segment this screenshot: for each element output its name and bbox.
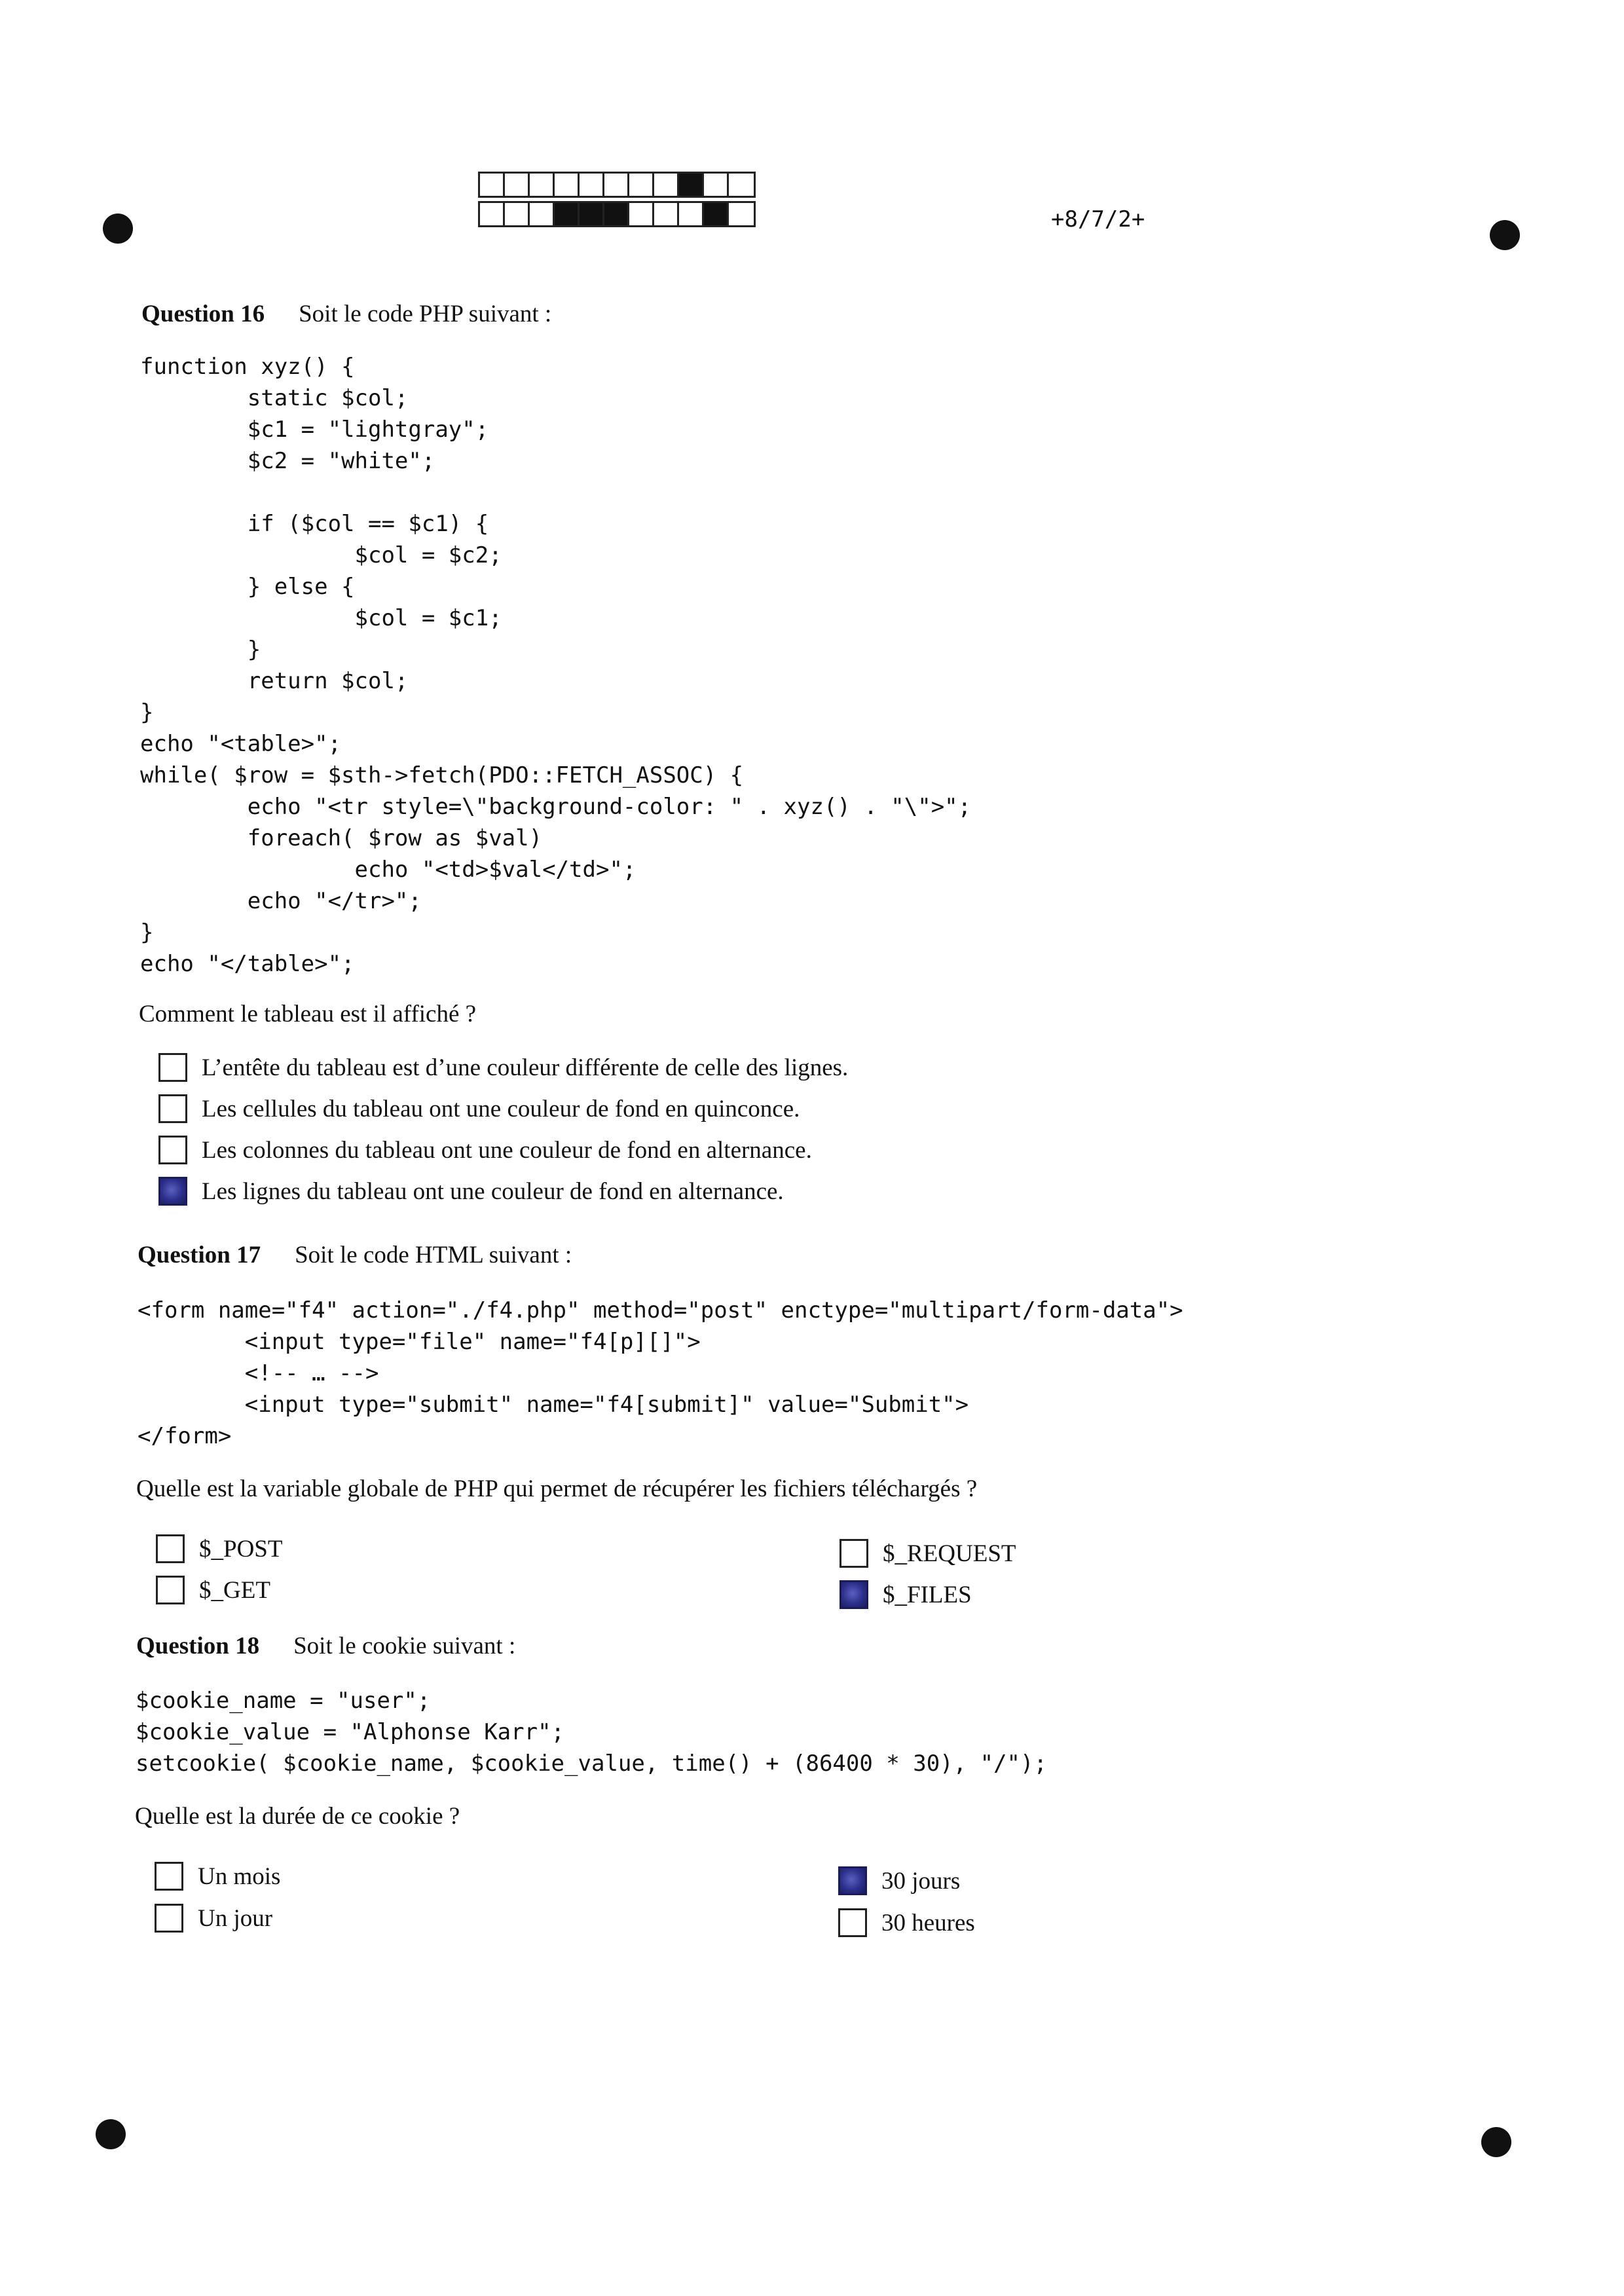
barcode-cell-filled [580, 203, 604, 225]
option-label: Les colonnes du tableau ont une couleur de fond en alternance. [202, 1136, 812, 1164]
option-label: Un mois [198, 1862, 281, 1890]
question-16-heading [141, 300, 551, 328]
barcode-cell-empty [480, 174, 505, 196]
question-18-prompt: Quelle est la durée de ce cookie ? [135, 1803, 460, 1830]
question-16-prompt: Comment le tableau est il affiché ? [139, 1001, 477, 1028]
option-label: Un jour [198, 1904, 273, 1932]
barcode-cell-empty [555, 174, 580, 196]
checkbox[interactable] [158, 1136, 187, 1164]
option-label: $_FILES [883, 1581, 972, 1608]
barcode-cell-empty [729, 174, 754, 196]
checkbox-checked[interactable] [840, 1580, 868, 1609]
barcode-cell-empty [530, 203, 555, 225]
barcode-cell-empty [629, 203, 654, 225]
barcode-grid-row-2 [478, 201, 756, 227]
question-18-heading [136, 1632, 515, 1660]
barcode-cell-filled [555, 203, 580, 225]
page-identifier: +8/7/2+ [1051, 206, 1145, 232]
q17-option-post[interactable] [156, 1534, 282, 1563]
barcode-cell-empty [679, 203, 704, 225]
checkbox[interactable] [155, 1904, 183, 1933]
checkbox-checked[interactable] [158, 1177, 187, 1206]
q16-option-3[interactable] [158, 1136, 812, 1164]
q18-option-30-heures[interactable] [838, 1908, 975, 1937]
barcode-cell-filled [604, 203, 629, 225]
option-label: 30 jours [881, 1867, 961, 1895]
barcode-cell-empty [654, 203, 679, 225]
barcode-cell-empty [580, 174, 604, 196]
q18-option-30-jours[interactable] [838, 1866, 960, 1895]
barcode-cell-empty [629, 174, 654, 196]
barcode-cell-empty [604, 174, 629, 196]
option-label: L’entête du tableau est d’une couleur différente de celle des lignes. [202, 1054, 849, 1081]
registration-mark-bottom-left [96, 2119, 126, 2149]
checkbox[interactable] [838, 1908, 867, 1937]
checkbox[interactable] [156, 1576, 185, 1604]
q17-option-get[interactable] [156, 1576, 270, 1604]
question-16-code: function xyz() { static $col; $c1 = "lightgray"; $c2 = "white"; if ($col == $c1) { $col = $c2; } else { $col = $c1; } return $col; } echo "<table>"; while( $row = $sth->fetch(PDO::FETCH_ASSOC) { echo "<tr style=\"background-color: " . xyz() . "\">"; foreach( $row as $val) echo "<td>$val</td>"; echo "</tr>"; } echo "</table>"; [140, 354, 972, 977]
checkbox[interactable] [158, 1094, 187, 1123]
option-label: $_REQUEST [883, 1540, 1016, 1567]
option-label: Les cellules du tableau ont une couleur de fond en quinconce. [202, 1095, 800, 1122]
question-label: Question 18 [136, 1633, 260, 1659]
q16-option-2[interactable] [158, 1094, 800, 1123]
q16-option-1[interactable] [158, 1053, 848, 1082]
question-intro: Soit le code PHP suivant : [299, 301, 552, 327]
registration-mark-top-right [1490, 220, 1520, 250]
checkbox[interactable] [840, 1539, 868, 1568]
registration-mark-top-left [103, 213, 133, 244]
checkbox[interactable] [158, 1053, 187, 1082]
question-18-code: $cookie_name = "user"; $cookie_value = "Alphonse Karr"; setcookie( $cookie_name, $cookie_value, time() + (86400 * 30), "/"); [136, 1688, 1047, 1777]
q18-option-un-mois[interactable] [155, 1862, 280, 1891]
option-label: $_GET [199, 1576, 270, 1604]
registration-mark-bottom-right [1481, 2127, 1511, 2157]
question-17-code: <form name="f4" action="./f4.php" method="post" enctype="multipart/form-data"> <input type="file" name="f4[p][]"> <!-- … --> <input type="submit" name="f4[submit]" value="Submit"> </form> [138, 1297, 1183, 1449]
question-17-prompt: Quelle est la variable globale de PHP qui permet de récupérer les fichiers téléchargés ? [136, 1475, 978, 1502]
question-17-heading [138, 1241, 572, 1269]
barcode-cell-empty [480, 203, 505, 225]
barcode-cell-filled [704, 203, 729, 225]
barcode-cell-filled [679, 174, 704, 196]
question-intro: Soit le cookie suivant : [293, 1633, 516, 1659]
barcode-cell-empty [704, 174, 729, 196]
option-label: Les lignes du tableau ont une couleur de fond en alternance. [202, 1177, 784, 1205]
checkbox[interactable] [156, 1534, 185, 1563]
option-label: $_POST [199, 1535, 283, 1563]
barcode-cell-empty [530, 174, 555, 196]
barcode-cell-empty [654, 174, 679, 196]
barcode-cell-empty [505, 203, 530, 225]
checkbox-checked[interactable] [838, 1866, 867, 1895]
checkbox[interactable] [155, 1862, 183, 1891]
question-label: Question 17 [138, 1242, 261, 1268]
q18-option-un-jour[interactable] [155, 1904, 272, 1933]
q17-option-request[interactable] [840, 1539, 1016, 1568]
barcode-grid-row-1 [478, 172, 756, 198]
q17-option-files[interactable] [840, 1580, 972, 1609]
option-label: 30 heures [881, 1909, 975, 1936]
barcode-cell-empty [505, 174, 530, 196]
question-intro: Soit le code HTML suivant : [295, 1242, 572, 1268]
question-label: Question 16 [141, 301, 265, 327]
q16-option-4[interactable] [158, 1177, 784, 1206]
barcode-cell-empty [729, 203, 754, 225]
